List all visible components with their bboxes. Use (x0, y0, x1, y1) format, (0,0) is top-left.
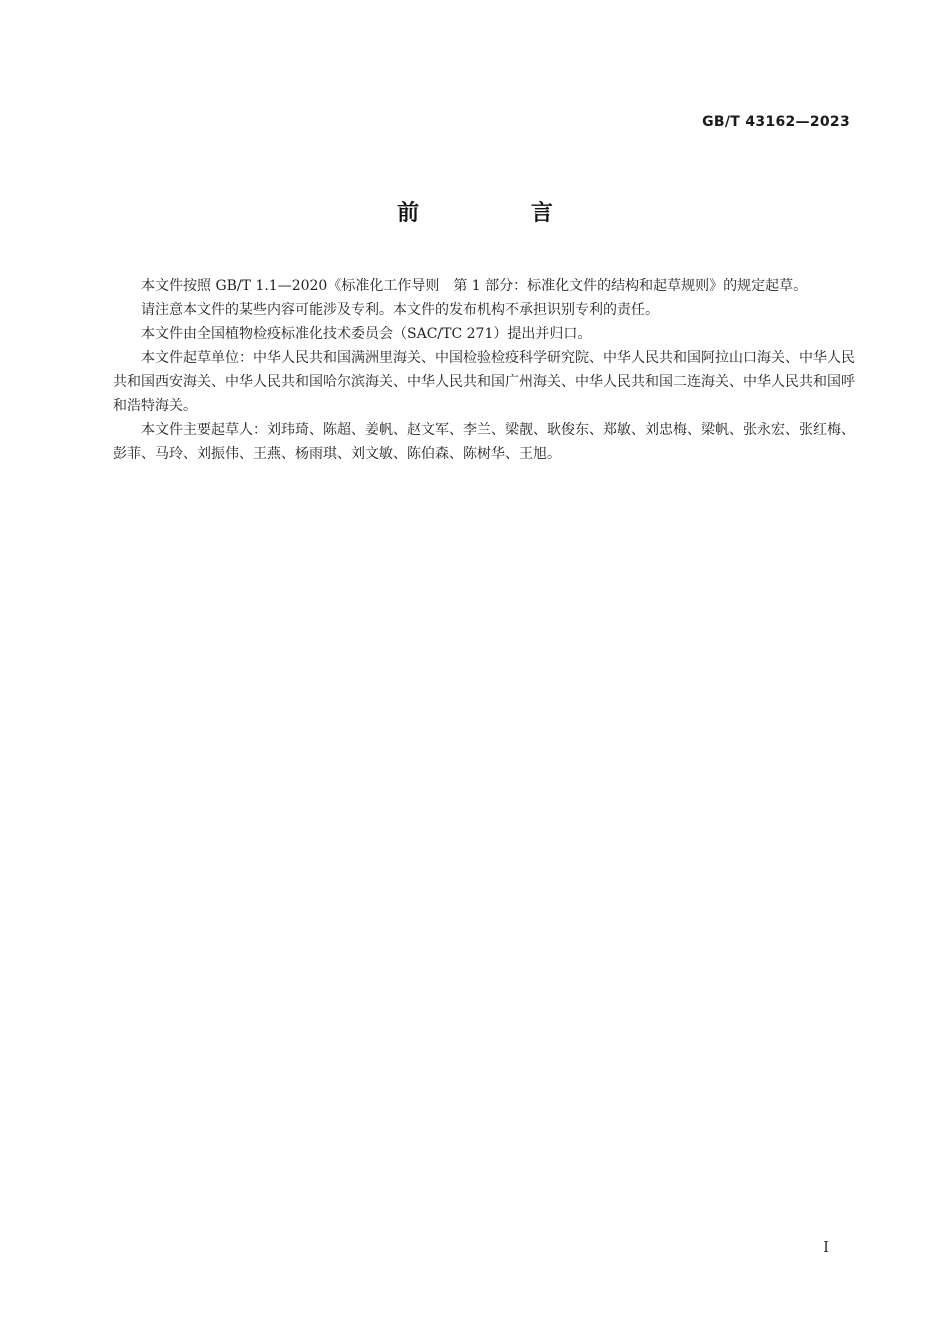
paragraph-patent-notice: 请注意本文件的某些内容可能涉及专利。本文件的发布机构不承担识别专利的责任。 (141, 302, 659, 318)
page-title: 前 言 (397, 201, 605, 226)
page-number: I (823, 1238, 829, 1256)
foreword-body (113, 274, 855, 466)
paragraph-drafting-units: 本文件起草单位：中华人民共和国满洲里海关、中国检验检疫科学研究院、中华人民共和国阿拉山口海关、中华人民共和国西安海关、中华人民共和国哈尔滨海关、中华人民共和国广州海关、中华人民共和国二连海关、中华人民共和国呼和浩特海关。 (113, 350, 855, 414)
paragraph-drafting-rules: 本文件按照 GB/T 1.1—2020《标准化工作导则 第 1 部分：标准化文件的结构和起草规则》的规定起草。 (141, 278, 808, 294)
standard-code: GB/T 43162—2023 (702, 114, 850, 130)
paragraph-proposer: 本文件由全国植物检疫标准化技术委员会（SAC/TC 271）提出并归口。 (141, 326, 592, 342)
paragraph-drafters: 本文件主要起草人：刘玮琦、陈超、姜帆、赵文军、李兰、梁靓、耿俊东、郑敏、刘忠梅、梁帆、张永宏、张红梅、彭菲、马玲、刘振伟、王燕、杨雨琪、刘文敏、陈伯森、陈树华、王旭。 (113, 422, 855, 462)
